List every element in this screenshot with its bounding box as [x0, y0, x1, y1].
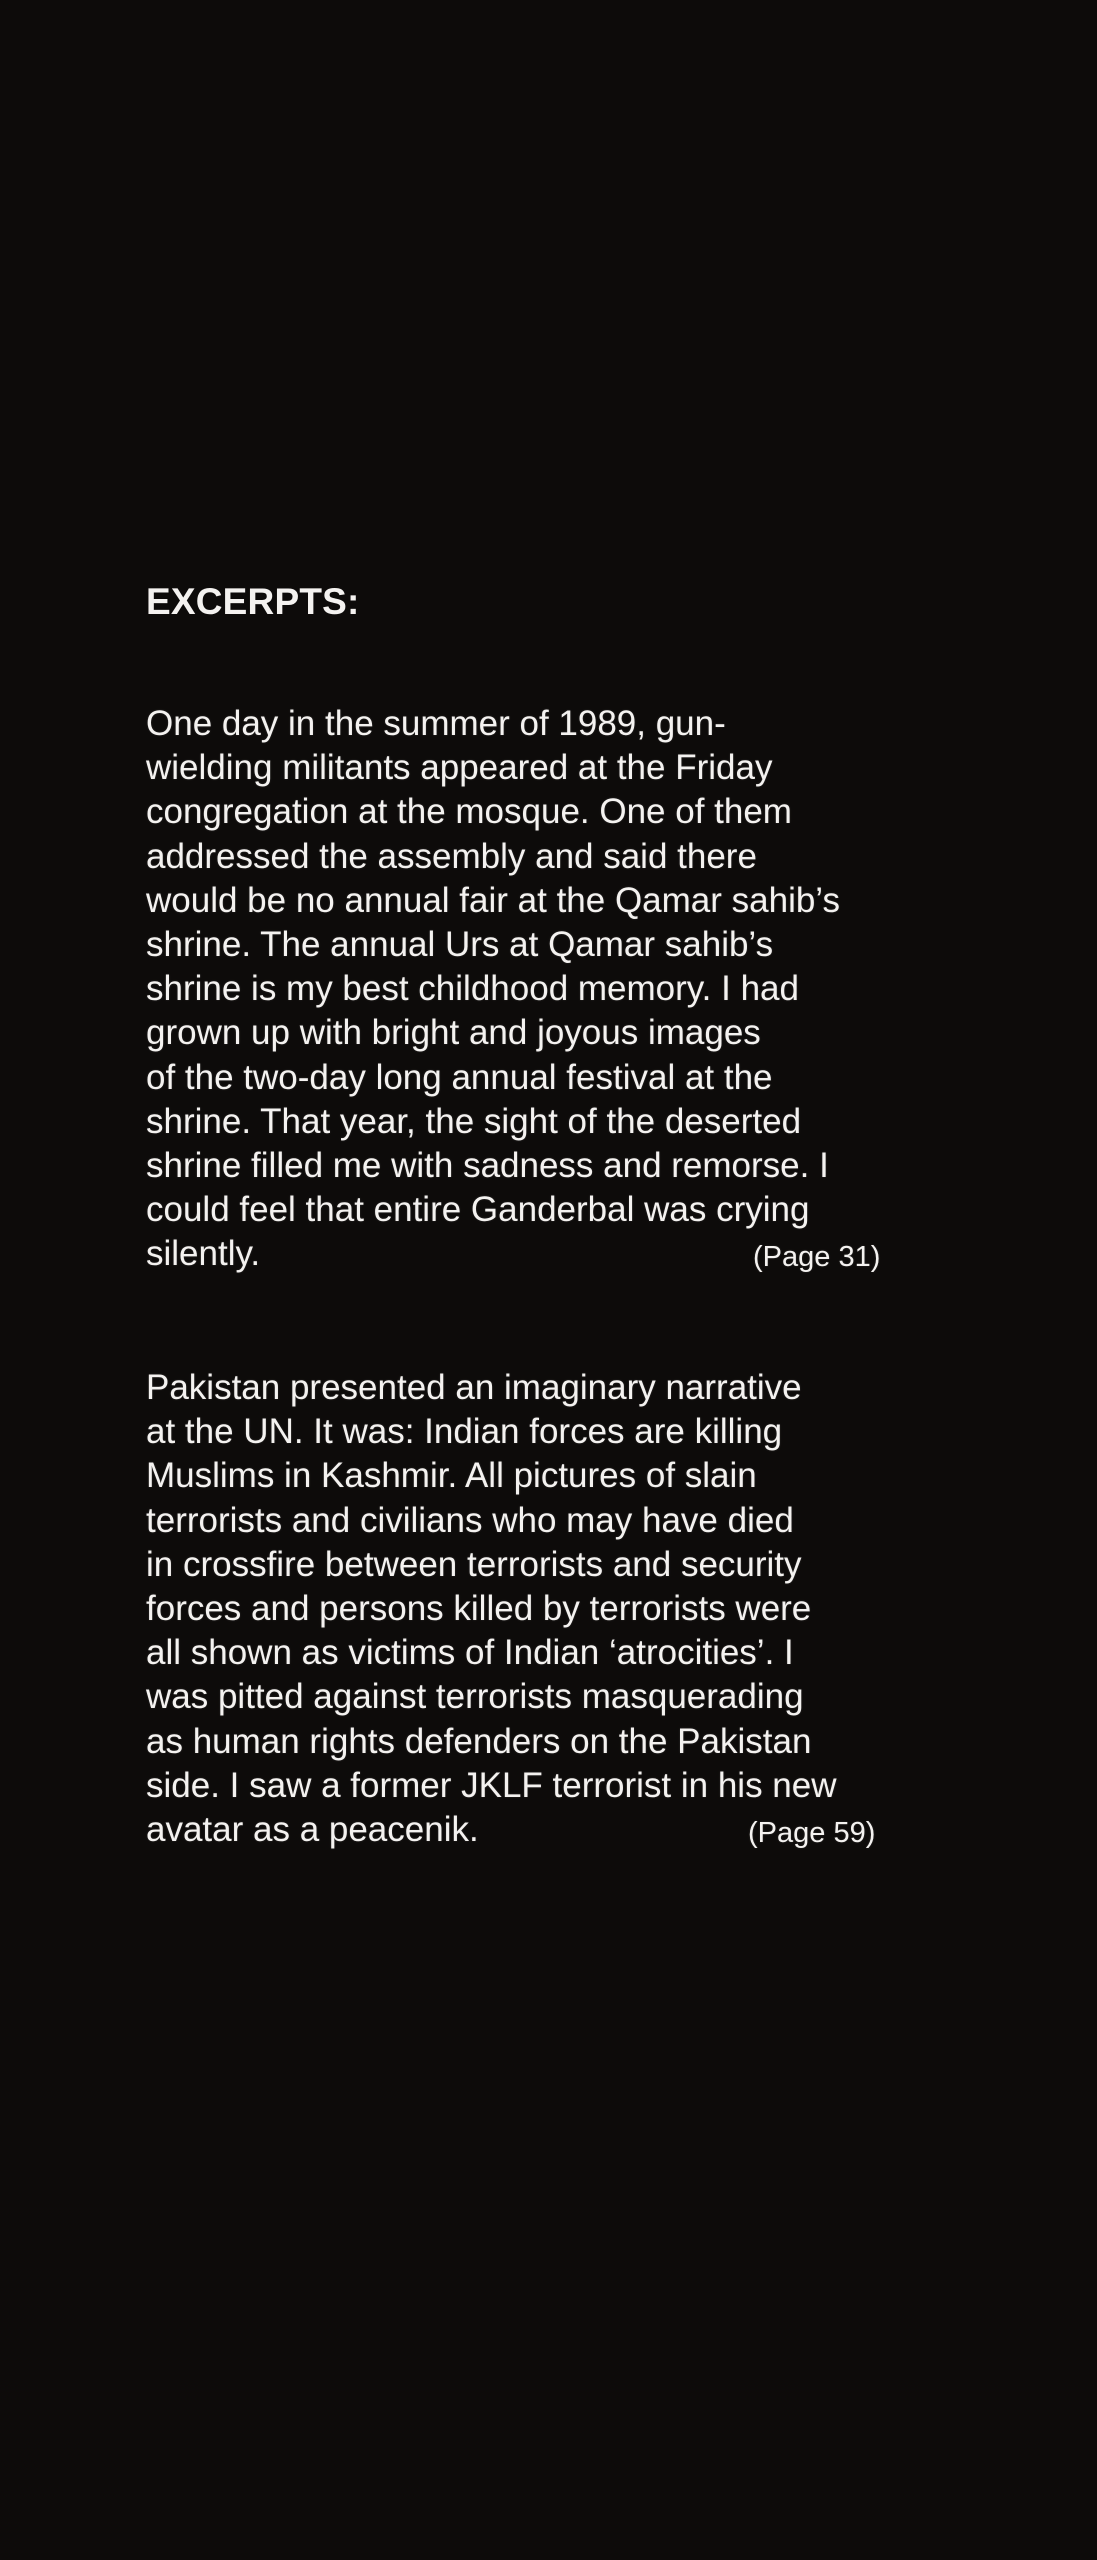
excerpt-2-line: at the UN. It was: Indian forces are killing	[146, 1412, 783, 1452]
excerpt-1-line: wielding militants appeared at the Friday	[146, 748, 773, 788]
excerpt-2-line: in crossfire between terrorists and security	[146, 1544, 802, 1584]
excerpt-1-line: One day in the summer of 1989, gun-	[146, 704, 726, 743]
excerpt-2-line: forces and persons killed by terrorists were	[146, 1589, 812, 1629]
excerpt-1-line: shrine is my best childhood memory. I had	[146, 969, 799, 1009]
excerpt-1-line: shrine. That year, the sight of the deserted	[146, 1101, 802, 1141]
excerpt-1-line: shrine filled me with sadness and remorse. I	[146, 1146, 829, 1186]
excerpt-1-line: could feel that entire Ganderbal was crying	[146, 1190, 810, 1230]
excerpt-2-line: terrorists and civilians who may have died	[146, 1500, 794, 1540]
excerpt-2-line: all shown as victims of Indian ‘atrocities’. I	[146, 1633, 794, 1673]
excerpt-1-last-line	[146, 1232, 906, 1276]
excerpts-heading: EXCERPTS:	[146, 581, 360, 622]
excerpt-1-line: grown up with bright and joyous images	[146, 1013, 761, 1053]
excerpt-2-line: side. I saw a former JKLF terrorist in his new	[146, 1765, 837, 1805]
excerpt-1-line: congregation at the mosque. One of them	[146, 792, 792, 832]
excerpt-1	[146, 702, 906, 1277]
excerpt-1-line: shrine. The annual Urs at Qamar sahib’s	[146, 925, 774, 965]
excerpt-1-line: addressed the assembly and said there	[146, 836, 757, 876]
excerpt-1-line: of the two-day long annual festival at the	[146, 1057, 773, 1097]
excerpt-2	[146, 1366, 906, 1852]
excerpt-2-last-line	[146, 1808, 906, 1852]
excerpt-2-page-reference: (Page 59)	[748, 1817, 876, 1850]
excerpt-1-last-line-text: silently.	[146, 1234, 261, 1274]
excerpt-2-last-line-text: avatar as a peacenik.	[146, 1810, 479, 1850]
excerpt-1-page-reference: (Page 31)	[753, 1241, 881, 1274]
excerpt-2-line: was pitted against terrorists masquerading	[146, 1677, 804, 1717]
excerpt-1-line: would be no annual fair at the Qamar sahib’s	[146, 880, 840, 920]
excerpts-page	[146, 580, 906, 1850]
excerpt-2-line: Muslims in Kashmir. All pictures of slain	[146, 1456, 757, 1496]
excerpt-2-line: as human rights defenders on the Pakistan	[146, 1721, 812, 1761]
excerpt-2-line: Pakistan presented an imaginary narrative	[146, 1368, 802, 1407]
